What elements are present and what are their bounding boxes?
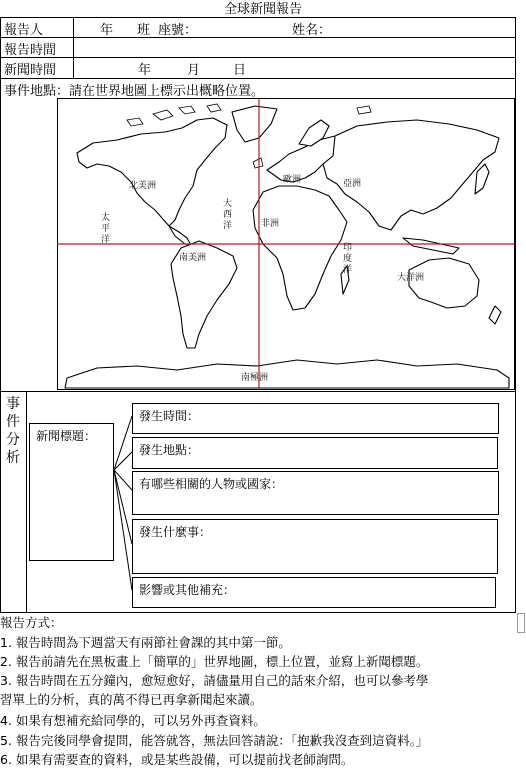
page-title: 全球新聞報告 <box>223 2 302 17</box>
news-month: 月 <box>187 63 201 78</box>
row-divider <box>0 37 516 38</box>
reporter-name: 姓名： <box>292 23 332 38</box>
instruction-2: 2. 報告前請先在黑板畫上「簡單的」世界地圖，標上位置，並寫上新聞標題。 <box>0 654 429 669</box>
report-time-label: 報告時間 <box>4 43 57 58</box>
label-oceania: 大洋洲 <box>397 273 425 283</box>
instruction-1: 1. 報告時間為下週當天有兩節社會課的其中第一節。 <box>0 635 291 650</box>
label-indian: 印度洋 <box>343 243 353 275</box>
instruction-5: 5. 報告完後同學會提問，能答就答，無法回答請說：「抱歉我沒查到這資料。」 <box>0 733 429 748</box>
field-what-happened-label: 發生什麼事： <box>139 525 212 539</box>
field-people-label: 有哪些相關的人物或國家： <box>139 477 284 491</box>
field-impact[interactable] <box>132 577 496 608</box>
header-table-border <box>0 17 516 79</box>
instructions-heading: 報告方式： <box>0 615 63 630</box>
resize-handle[interactable] <box>517 613 525 633</box>
analysis-column-divider <box>26 391 27 613</box>
row-divider <box>0 57 516 58</box>
headline-label: 新聞標題： <box>36 429 97 443</box>
news-day: 日 <box>233 63 247 78</box>
analysis-side-label: 事 件 分 析 <box>6 396 20 466</box>
label-south-america: 南美洲 <box>179 253 207 263</box>
field-people[interactable] <box>132 471 499 515</box>
field-impact-label: 影響或其他補充： <box>139 583 236 597</box>
headline-box[interactable] <box>29 423 114 561</box>
label-pacific: 太平洋 <box>101 213 111 245</box>
label-africa: 非洲 <box>261 219 280 229</box>
column-divider <box>73 17 74 79</box>
label-north-america: 北美洲 <box>129 181 157 191</box>
label-europe: 歐洲 <box>283 175 302 185</box>
field-what-happened[interactable] <box>132 519 498 574</box>
news-year: 年 <box>138 63 152 78</box>
instruction-6: 6. 如果有需要查的資料，或是某些設備，可以提前找老師詢問。 <box>0 752 354 767</box>
instruction-4: 4. 如果有想補充給同學的，可以另外再查資料。 <box>0 713 266 728</box>
reporter-class: 班 <box>137 23 151 38</box>
field-location-label: 發生地點： <box>139 443 200 457</box>
world-map <box>57 98 515 390</box>
news-time-label: 新聞時間 <box>4 63 57 78</box>
reporter-seat: 座號： <box>158 23 198 38</box>
field-time[interactable] <box>132 403 499 434</box>
label-atlantic: 大西洋 <box>223 199 233 231</box>
instruction-3: 3. 報告時間在五分鐘內，愈短愈好，請儘量用自己的話來介紹，也可以參考學 <box>0 673 429 688</box>
label-asia: 亞洲 <box>343 179 362 189</box>
field-location[interactable] <box>132 437 498 469</box>
reporter-label: 報告人 <box>4 23 44 38</box>
label-antarctica: 南極洲 <box>241 373 269 383</box>
field-time-label: 發生時間： <box>139 409 200 423</box>
reporter-year: 年 <box>100 23 114 38</box>
location-prompt: 事件地點：請在世界地圖上標示出概略位置。 <box>4 84 265 99</box>
instruction-3-cont: 習單上的分析，真的萬不得已再拿新聞起來讀。 <box>0 692 263 707</box>
